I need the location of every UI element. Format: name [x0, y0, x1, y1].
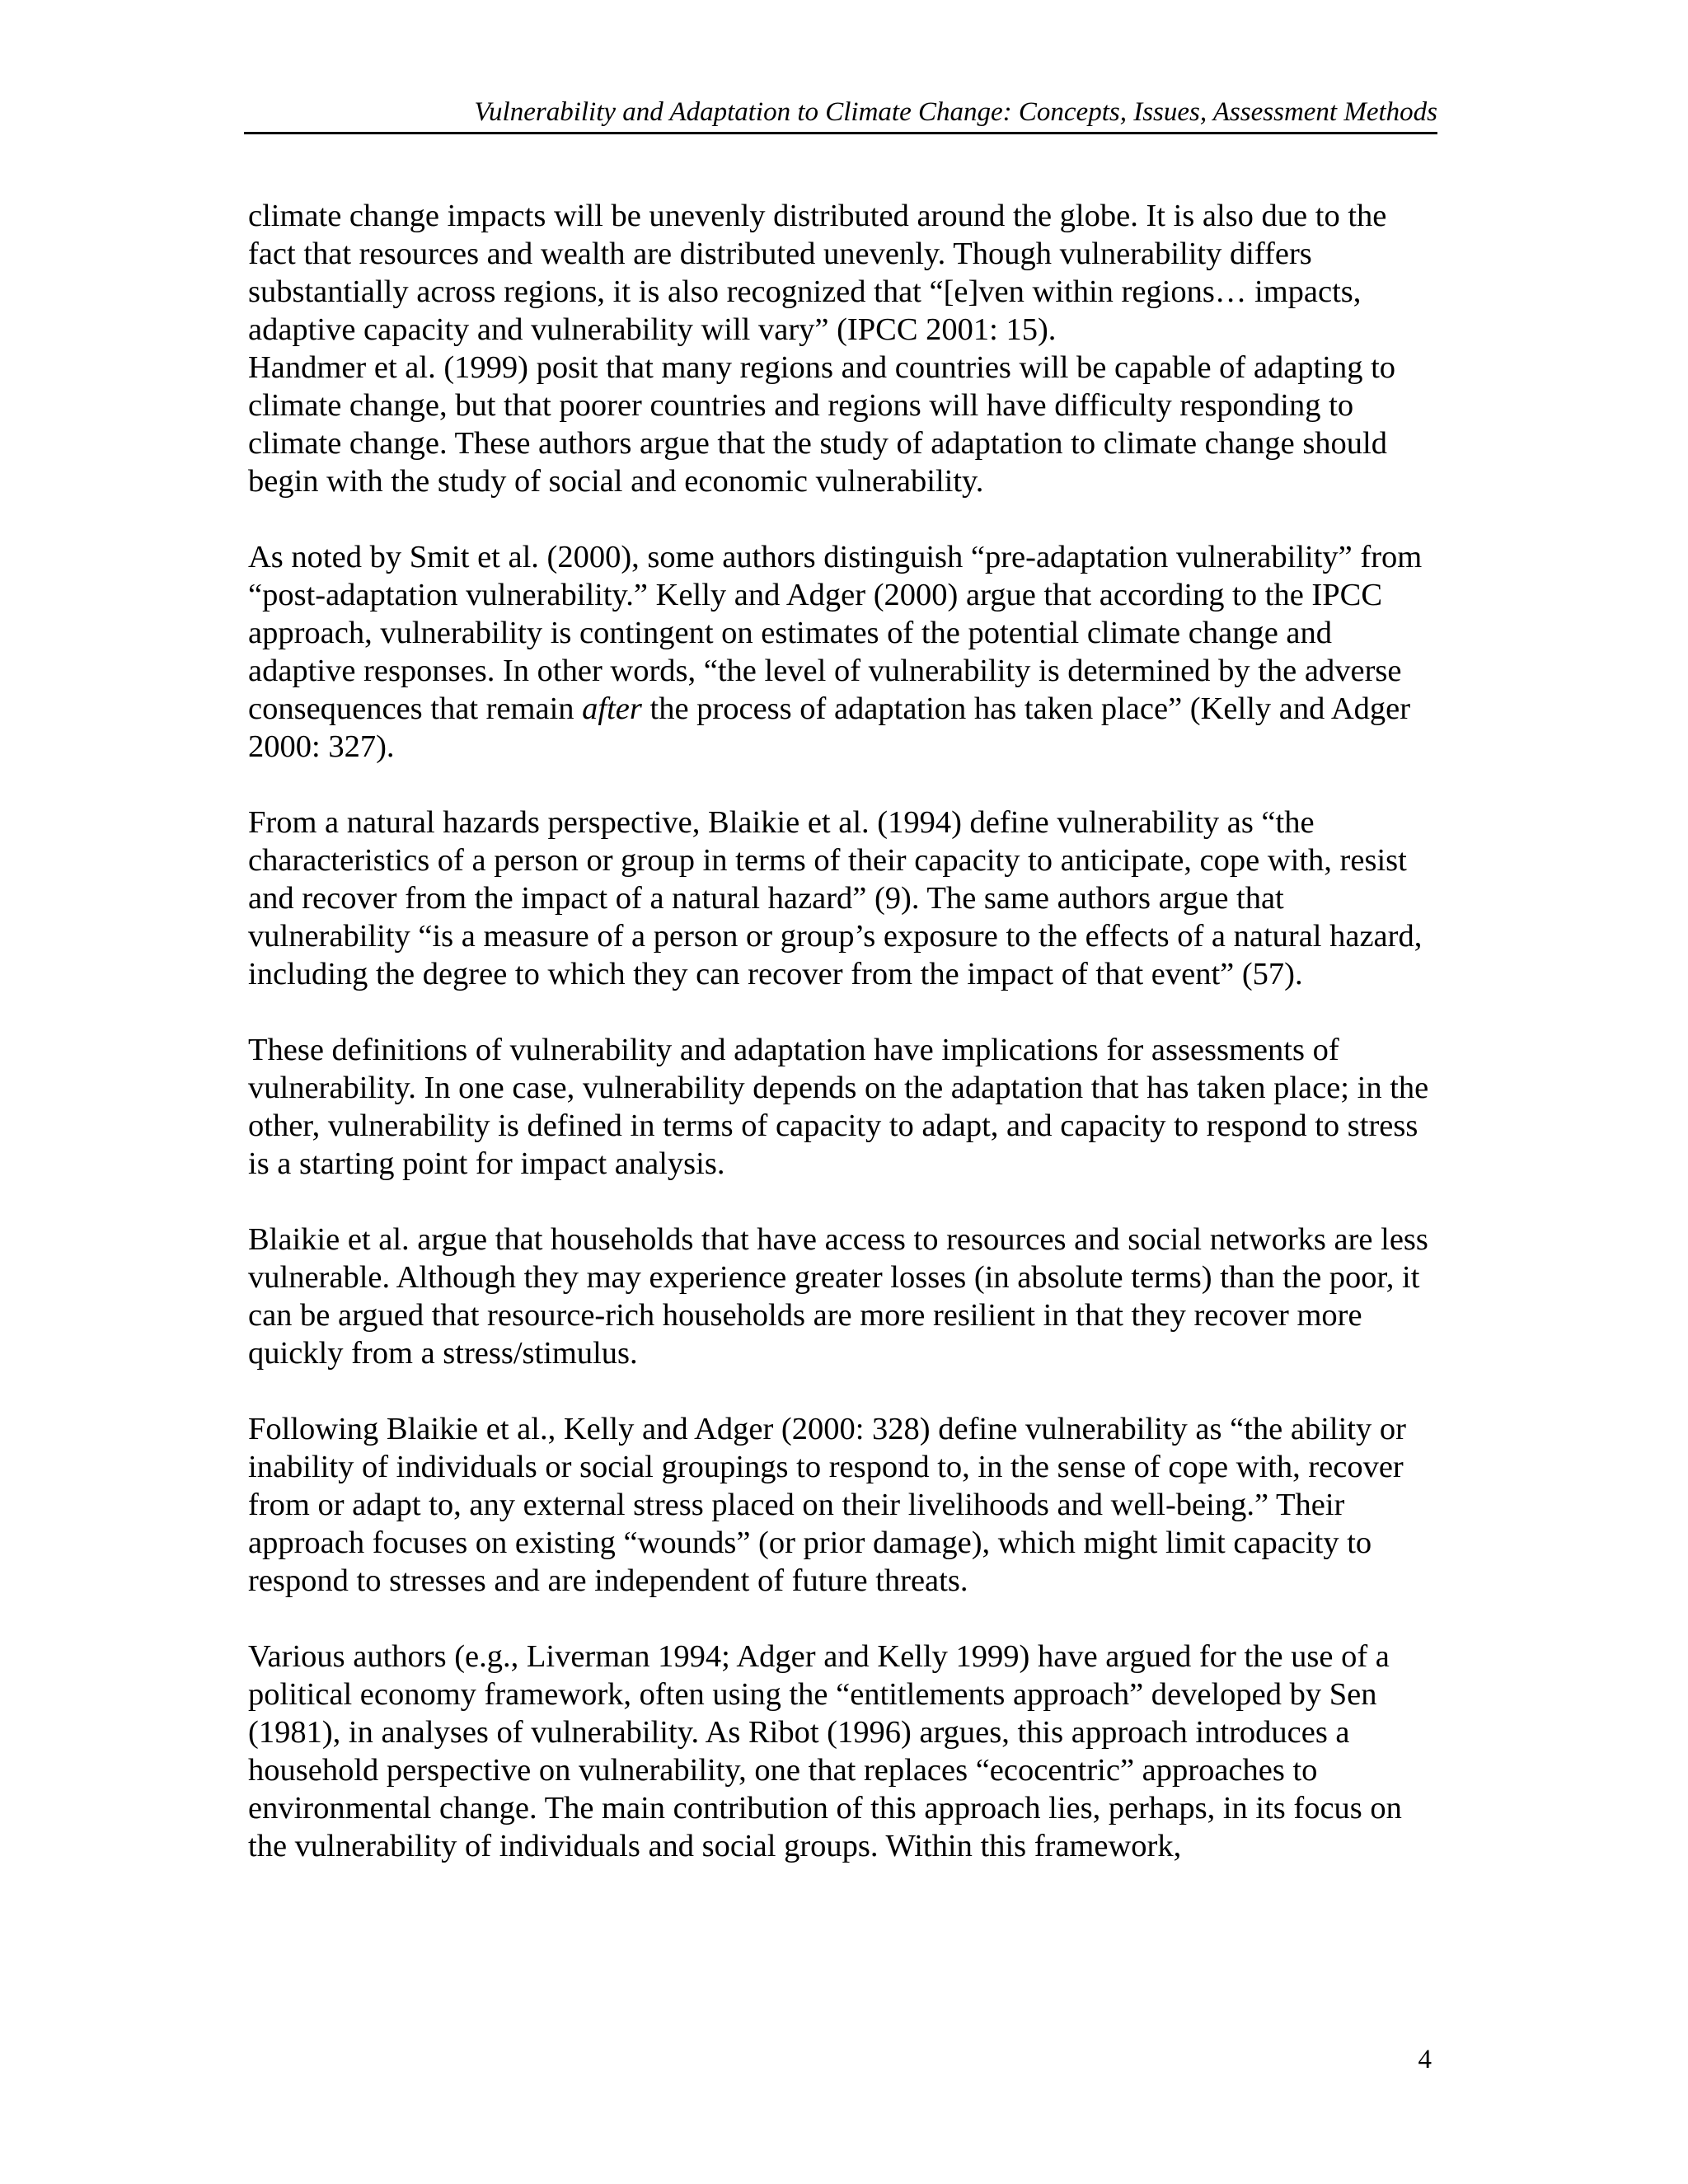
paragraph-3 [248, 538, 1442, 766]
paragraph-3-text-a: As noted by Smit et al. (2000), some authors distinguish “pre-adaptation vulnerability” from “post-adaptation vulnerability.” Kelly and Adger (2000) argue that according to the IPCC approach, vulnerability is contingent on estimates of the potential climate change and adaptive responses. In other words, “the level of vulnerability is determined by the adverse consequences that remain [248, 540, 1423, 726]
paragraph-2: Handmer et al. (1999) posit that many regions and countries will be capable of adapting to climate change, but that poorer countries and regions will have difficulty responding to climate change. These authors argue that the study of adaptation to climate change should begin with the study of social and economic vulnerability. [248, 350, 1396, 499]
paragraph-4: From a natural hazards perspective, Blaikie et al. (1994) define vulnerability as “the characteristics of a person or group in terms of their capacity to anticipate, cope with, resist and recover from the impact of a natural hazard” (9). The same authors argue that vulnerability “is a measure of a person or group’s exposure to the effects of a natural hazard, including the degree to which they can recover from the impact of that event” (57). [248, 805, 1423, 991]
paragraph-6: Blaikie et al. argue that households that have access to resources and social networks are less vulnerable. Although they may experience greater losses (in absolute terms) than the poor, it can be argued that resource-rich households are more resilient in that they recover more quickly from a stress/stimulus. [248, 1222, 1428, 1371]
header-rule [244, 132, 1437, 134]
paragraph-3-emphasis: after [582, 691, 642, 726]
paragraph-5: These definitions of vulnerability and adaptation have implications for assessments of vulnerability. In one case, vulnerability depends on the adaptation that has taken place; in the other, vulnerability is defined in terms of capacity to adapt, and capacity to respond to stress is a starting point for impact analysis. [248, 1033, 1429, 1181]
paragraph-7: Following Blaikie et al., Kelly and Adger (2000: 328) define vulnerability as “the ability or inability of individuals or social groupings to respond to, in the sense of cope with, recover from or adapt to, any external stress placed on their livelihoods and well-being.” Their approach focuses on existing “wounds” (or prior damage), which might limit capacity to respond to stresses and are independent of future threats. [248, 1412, 1406, 1598]
running-header: Vulnerability and Adaptation to Climate Change: Concepts, Issues, Assessment Methods [474, 97, 1437, 127]
body-text [248, 197, 1442, 1865]
paragraph-8: Various authors (e.g., Liverman 1994; Adger and Kelly 1999) have argued for the use of a political economy framework, often using the “entitlements approach” developed by Sen (1981), in analyses of vulnerability. As Ribot (1996) argues, this approach introduces a household perspective on vulnerability, one that replaces “ecocentric” approaches to environmental change. The main contribution of this approach lies, perhaps, in its focus on the vulnerability of individuals and social groups. Within this framework, [248, 1639, 1402, 1863]
paragraph-1: climate change impacts will be unevenly distributed around the globe. It is also due to the fact that resources and wealth are distributed unevenly. Though vulnerability differs substantially across regions, it is also recognized that “[e]ven within regions… impacts, adaptive capacity and vulnerability will vary” (IPCC 2001: 15). [248, 199, 1387, 347]
page-number: 4 [1418, 2045, 1432, 2074]
paragraph-3-text-b: the process of adaptation has taken place” (Kelly and Adger 2000: 327). [248, 691, 1411, 764]
